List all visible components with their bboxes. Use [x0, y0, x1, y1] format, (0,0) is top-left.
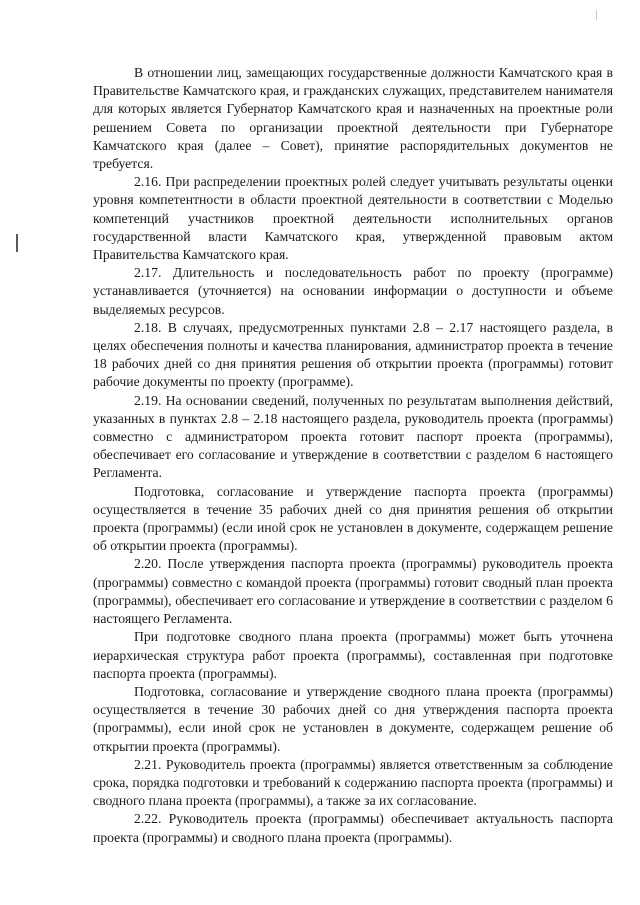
paragraph-2-16: 2.16. При распределении проектных ролей следует учитывать результаты оценки уровня компетентности в области проектной деятельности в соответствии с Моделью компетенций участников проектной деятельности исполнительных органов государственной власти Камчатского края, утвержденной правовым актом Правительства Камчатского края.	[93, 174, 613, 263]
paragraph-2-20: 2.20. После утверждения паспорта проекта (программы) руководитель проекта (программы) совместно с командой проекта (программы) готовит сводный план проекта (программы), обеспечивает его согласование и утверждение в соответствии с разделом 6 настоящего Регламента.	[93, 556, 613, 627]
paragraph-2-17: 2.17. Длительность и последовательность работ по проекту (программе) устанавливается (уточняется) на основании информации о доступности и объеме выделяемых ресурсов.	[93, 265, 613, 317]
paragraph-2-19: 2.19. На основании сведений, полученных по результатам выполнения действий, указанных в пунктах 2.8 – 2.18 настоящего раздела, руководитель проекта (программы) совместно с администратором проекта готовит паспорт проекта (программы), обеспечивает его согласование и утверждение в соответствии с разделом 6 настоящего Регламента.	[93, 392, 613, 481]
paragraph-2-22: 2.22. Руководитель проекта (программы) обеспечивает актуальность паспорта проекта (программы) и сводного плана проекта (программы).	[93, 811, 613, 845]
scan-artifact-margin-mark	[16, 234, 18, 252]
paragraph-2-18: 2.18. В случаях, предусмотренных пунктами 2.8 – 2.17 настоящего раздела, в целях обеспечения полноты и качества планирования, администратор проекта в течение 18 рабочих дней со дня принятия решения об открытии проекта (программы) готовит рабочие документы по проекту (программе).	[93, 319, 613, 390]
paragraph-structure-refinement: При подготовке сводного плана проекта (программы) может быть уточнена иерархическая структура работ проекта (программы), составленная при подготовке паспорта проекта (программы).	[93, 629, 613, 681]
paragraph-passport-preparation: Подготовка, согласование и утверждение паспорта проекта (программы) осуществляется в течение 35 рабочих дней со дня принятия решения об открытии проекта (программы) (если иной срок не установлен в документе, содержащем решение об открытии проекта (программы).	[93, 483, 613, 554]
paragraph-officials-note: В отношении лиц, замещающих государственные должности Камчатского края в Правительстве Камчатского края, и гражданских служащих, представителем нанимателя для которых является Губернатор Камчатского края и назначенных на проектные роли решением Совета по организации проектной деятельности при Губернаторе Камчатского края (далее – Совет), принятие распорядительных документов не требуется.	[93, 65, 613, 172]
document-page	[93, 64, 613, 847]
paragraph-2-21: 2.21. Руководитель проекта (программы) является ответственным за соблюдение срока, порядка подготовки и требований к содержанию паспорта проекта (программы) и сводного плана проекта (программы), а также за их согласование.	[93, 756, 613, 809]
paragraph-plan-preparation: Подготовка, согласование и утверждение сводного плана проекта (программы) осуществляется в течение 30 рабочих дней со дня утверждения паспорта проекта (программы), если иной срок не установлен в документе, содержащем решение об открытии проекта (программы).	[93, 683, 613, 754]
scan-artifact-corner	[596, 10, 597, 20]
